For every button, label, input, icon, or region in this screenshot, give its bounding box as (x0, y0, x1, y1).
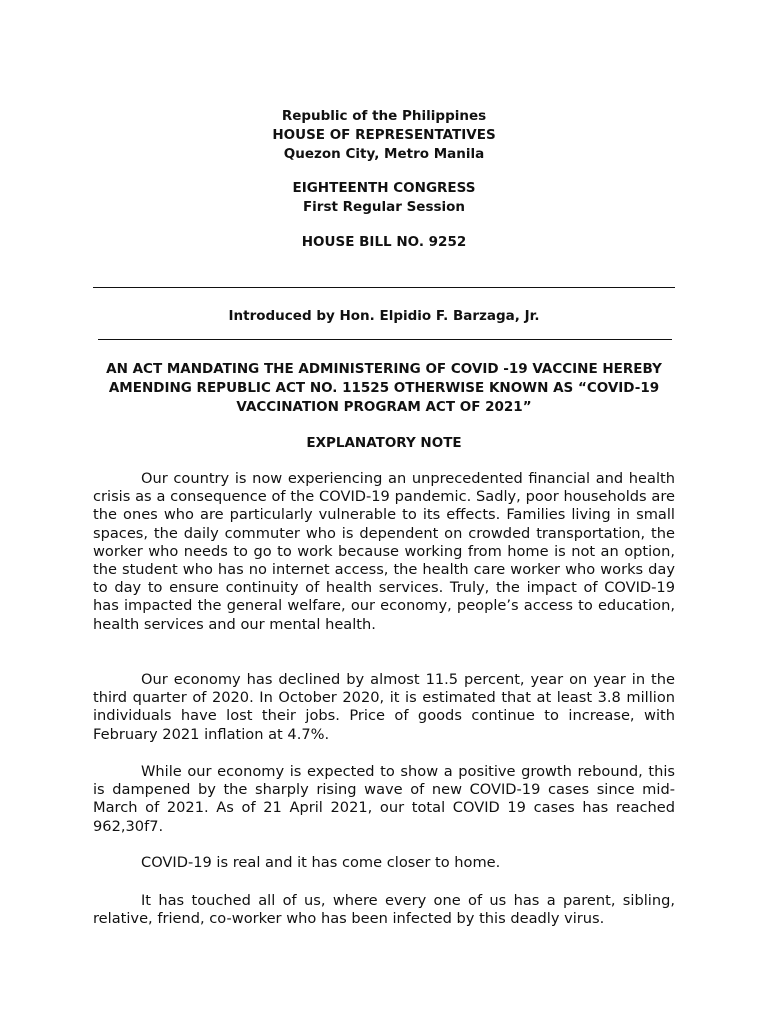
bill-title (94, 360, 674, 417)
top-divider (93, 287, 675, 288)
bill-title-line: AMENDING REPUBLIC ACT NO. 11525 OTHERWISE KNOWN AS “COVID-19 (108, 380, 660, 396)
explanatory-note-heading: EXPLANATORY NOTE (306, 435, 462, 451)
bill-title-line: AN ACT MANDATING THE ADMINISTERING OF COVID -19 VACCINE HEREBY (106, 361, 662, 377)
republic-line: Republic of the Philippines (281, 108, 487, 124)
bill-title-line: VACCINATION PROGRAM ACT OF 2021” (236, 399, 532, 415)
congress-block (0, 179, 768, 217)
bottom-divider (98, 339, 672, 340)
session-line: First Regular Session (302, 199, 466, 215)
paragraph: Our economy has declined by almost 11.5 percent, year on year in the third quarter of 2020. In October 2020, it is estimated that at least 3.8 million individuals have lost their jobs. Price of goods continue to increase, with February 2021 inflation at 4.7%. (93, 671, 675, 743)
congress-line: EIGHTEENTH CONGRESS (292, 180, 476, 196)
document-header (0, 107, 768, 164)
house-line: HOUSE OF REPRESENTATIVES (272, 127, 496, 143)
introduced-by: Introduced by Hon. Elpidio F. Barzaga, Jr. (228, 308, 540, 324)
paragraph: While our economy is expected to show a positive growth rebound, this is dampened by the sharply rising wave of new COVID-19 cases since mid-March of 2021. As of 21 April 2021, our total COVID 19 cases has reached 962,30f7. (93, 763, 675, 835)
paragraph: COVID-19 is real and it has come closer to home. (141, 854, 501, 871)
paragraph: It has touched all of us, where every one of us has a parent, sibling, relative, friend, co-worker who has been infected by this deadly virus. (93, 892, 675, 928)
paragraph: Our country is now experiencing an unprecedented financial and health crisis as a consequence of the COVID-19 pandemic. Sadly, poor households are the ones who are particularly vulnerable to its effects. Families living in small spaces, the daily commuter who is dependent on crowded transportation, the worker who needs to go to work because working from home is not an option, the student who has no internet access, the health care worker who works day to day to ensure continuity of health services. Truly, the impact of COVID-19 has impacted the general welfare, our economy, people’s access to education, health services and our mental health. (93, 470, 675, 633)
location-line: Quezon City, Metro Manila (283, 146, 485, 162)
bill-number: HOUSE BILL NO. 9252 (301, 234, 467, 250)
